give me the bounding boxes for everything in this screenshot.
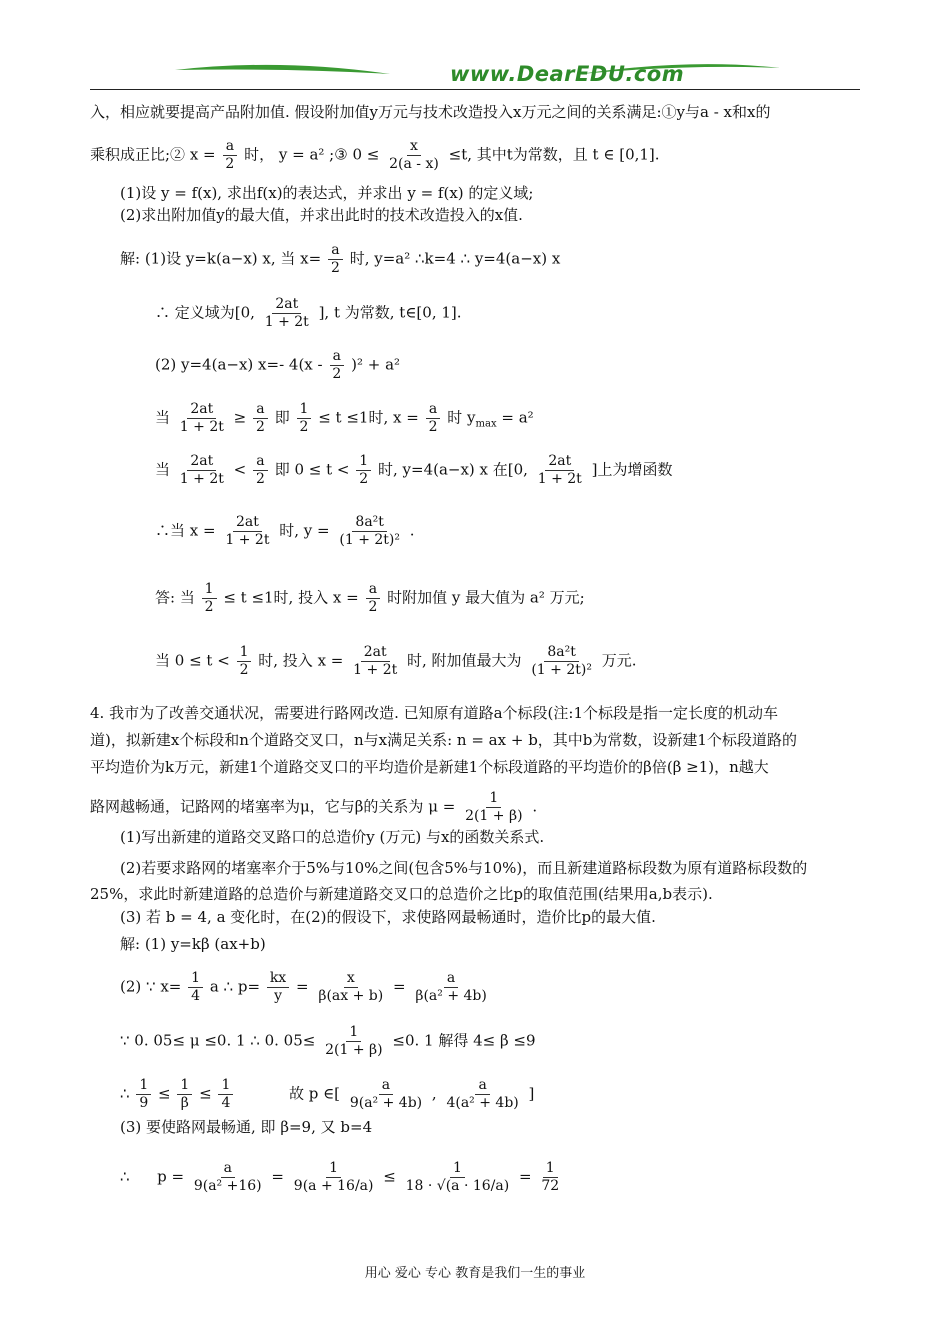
text-line: 4. 我市为了改善交通状况，需要进行路网改造. 已知原有道路a个标段(注:1个标段是指一定长度的机动车 bbox=[90, 704, 779, 722]
solution-line: ∵ 0. 05≤ μ ≤0. 1 ∴ 0. 05≤ $\frac{1}{2(1 + \beta)}$ ≤0. 1 解得 4≤ β ≤9 bbox=[120, 1024, 536, 1058]
text-line: 道)，拟新建x个标段和n个道路交叉口，n与x满足关系: n = ax + b，其中b为常数，设新建1个标段道路的 bbox=[90, 731, 797, 749]
solution-line: 解: (1)设 y=k(a−x) x, 当 x= $\frac{a}{2}$ 时, y=a² ∴k=4 ∴ y=4(a−x) x bbox=[120, 242, 561, 276]
text-line: 平均造价为k万元，新建1个道路交叉口的平均造价是新建1个标段道路的平均造价的β倍(β ≥1)，n越大 bbox=[90, 758, 769, 776]
solution-line: ∴ $\frac{1}{9}$ ≤ $\frac{1}{\beta}$ ≤ $\frac{1}{4}$ 故 p ∈[ $\frac{a}{\text{9(a² + 4b)}}$ , $\frac{a}{\text{4(a² + 4b)}}$ ] bbox=[120, 1077, 535, 1111]
text-line: (1)设 y = f(x), 求出f(x)的表达式，并求出 y = f(x) 的定义域; bbox=[120, 184, 534, 202]
site-logo: www.DearEDU.com bbox=[450, 62, 685, 86]
text-line: (3) 若 b = 4, a 变化时，在(2)的假设下，求使路网最畅通时，造价比p的最大值. bbox=[120, 908, 656, 926]
solution-line: ∴ p = $\frac{a}{\text{9(a² +16)}}$ = $\frac{1}{9(a + 16/a)}$ ≤ $\frac{1}{18 \cdot √(a \cdot 16/a)}$ = $\frac{1}{72}$ bbox=[120, 1160, 560, 1194]
solution-line: ∴ 定义域为[0, $\frac{2at}{1 + 2t}$ ], t 为常数, t∈[0, 1]. bbox=[155, 296, 462, 330]
answer-line: 当 0 ≤ t < $\frac{1}{2}$ 时, 投入 x = $\frac{2at}{1 + 2t}$ 时, 附加值最大为 $\frac{\text{8a²t}}{\text{(1 + 2t)²}}$ 万元. bbox=[155, 644, 637, 678]
header-rule bbox=[90, 89, 860, 90]
solution-line: 当 $\frac{2at}{1 + 2t}$ < $\frac{a}{2}$ 即 0 ≤ t < $\frac{1}{2}$ 时, y=4(a−x) x 在[0, $\frac{2at}{1 + 2t}$ ]上为增函数 bbox=[155, 453, 673, 487]
page-footer: 用心 爱心 专心 教育是我们一生的事业 bbox=[364, 1266, 586, 1281]
solution-line: (3) 要使路网最畅通, 即 β=9, 又 b=4 bbox=[120, 1118, 373, 1136]
solution-line: 解: (1) y=kβ (ax+b) bbox=[120, 935, 266, 953]
text-line: (2)求出附加值y的最大值，并求出此时的技术改造投入的x值. bbox=[120, 206, 523, 224]
text-line: (1)写出新建的道路交叉路口的总造价y (万元) 与x的函数关系式. bbox=[120, 828, 545, 846]
text-line: 乘积成正比;② x = $\frac{a}{2}$ 时， y = a² ;③ 0 ≤ $\frac{x}{2(a - x)}$ ≤t, 其中t为常数，且 t ∈ [0,1]. bbox=[90, 138, 660, 172]
answer-line: 答: 当 $\frac{1}{2}$ ≤ t ≤1时, 投入 x = $\frac{a}{2}$ 时附加值 y 最大值为 a² 万元; bbox=[155, 581, 585, 615]
solution-line: ∴当 x = $\frac{2at}{1 + 2t}$ 时, y = $\frac{\text{8a²t}}{\text{(1 + 2t)²}}$ . bbox=[155, 514, 415, 548]
solution-line: (2) ∵ x= $\frac{1}{4}$ a ∴ p= $\frac{kx}{y}$ = $\frac{x}{\beta(ax + b)}$ = $\frac{a}{\text{β(a² + 4b)}}$ bbox=[120, 970, 487, 1004]
solution-line: (2) y=4(a−x) x=- 4(x - $\frac{a}{2}$ )² + a² bbox=[155, 348, 401, 382]
text-line: 25%，求此时新建道路的总造价与新建道路交叉口的总造价之比p的取值范围(结果用a,b表示). bbox=[90, 885, 713, 903]
solution-line: 当 $\frac{2at}{1 + 2t}$ ≥ $\frac{a}{2}$ 即 $\frac{1}{2}$ ≤ t ≤1时, x = $\frac{a}{2}$ 时 $y_{max} = a^2$ bbox=[155, 401, 534, 435]
text-line: 入，相应就要提高产品附加值. 假设附加值y万元与技术改造投入x万元之间的关系满足:①y与a - x和x的 bbox=[90, 103, 771, 121]
text-line: 路网越畅通，记路网的堵塞率为μ，它与β的关系为 μ = $\frac{1}{2(1 + \beta)}$ . bbox=[90, 790, 538, 824]
text-line: (2)若要求路网的堵塞率介于5%与10%之间(包含5%与10%)，而且新建道路标段数为原有道路标段数的 bbox=[120, 859, 808, 877]
